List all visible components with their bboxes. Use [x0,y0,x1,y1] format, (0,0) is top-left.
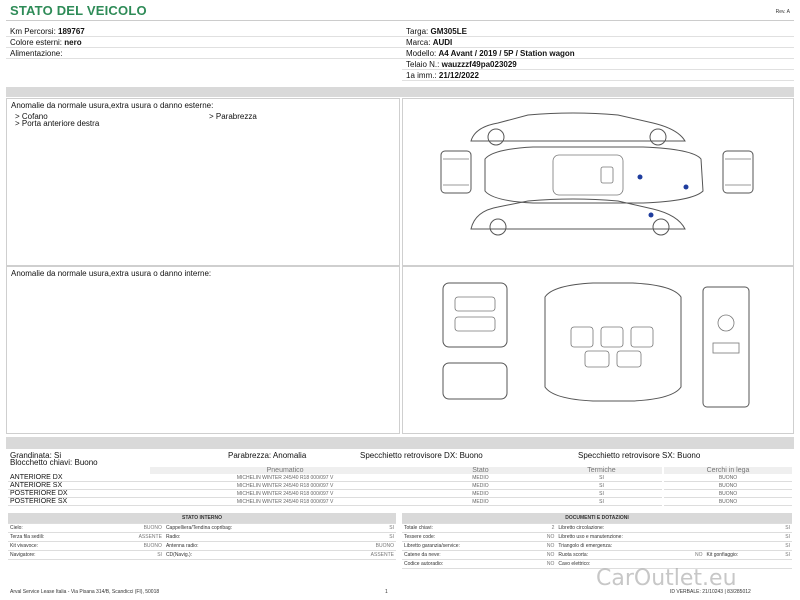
table-row: BUONO [664,482,792,490]
table-row: Catene da neve: NO Ruota scorta: NO Kit gonfiaggio: SI [404,552,790,558]
damage-marker [684,185,689,190]
documents-table [402,513,792,569]
chassis-value: wauzzzf49pa023029 [441,60,517,69]
internal-status-table [8,513,396,560]
table-row: Libretto garanzia/service: NO Triangolo di emergenza: SI [404,543,790,549]
dashboard-view [703,287,749,407]
seat-shape [585,351,609,367]
seat-shape [571,327,593,347]
table-row: Cielo: BUONO Cappelliera/Tendina copribag: SI [10,525,394,531]
car-side-top [471,113,685,141]
footer-address: Arval Service Lease Italia - Via Pisana 314/B, Scandicci (FI), 50018 [10,589,160,595]
mirror-sx-status: Specchietto retrovisore SX: Buono [578,451,701,460]
row-divider [402,69,794,70]
mirror-dx-status: Specchietto retrovisore DX: Buono [360,451,483,460]
wheel-shape [650,129,666,145]
tyres-table [8,467,662,506]
car-roof-shape [553,155,623,195]
car-front-view [441,151,471,193]
windshield-status: Parabrezza: Anomalia [228,451,307,460]
table-row: ANTERIORE DX MICHELIN WINTER 245/40 R18 000/097 V MEDIO SI [8,474,662,482]
documents-title: DOCUMENTI E DOTAZIONI [402,513,792,524]
car-exterior-diagram [403,99,793,265]
color-row: Colore esterni: nero [10,38,82,47]
exterior-car-diagram-panel [402,98,794,266]
color-value: nero [64,38,82,47]
interior-damage-title: Anomalie da normale usura,extra usura o danno interne: [11,269,212,278]
state-header: Stato [420,467,541,474]
km-row: Km Percorsi: 189767 [10,27,85,36]
brand-value: AUDI [432,38,453,47]
key-block-status: Blocchetto chiavi: Buono [10,458,98,467]
revision-label: Rev. A [775,9,790,15]
exterior-damage-title: Anomalie da normale usura,extra usura o danno esterne: [11,101,214,110]
seat-shape [455,317,495,331]
registration-value: 21/12/2022 [438,71,479,80]
summary-band [6,437,794,449]
interior-rear-view [443,363,507,399]
table-row: Codice autoradio: NO Cavo elettrico: [402,560,792,569]
steering-wheel-shape [718,315,734,331]
brand-row: Marca: AUDI [406,38,453,47]
console-shape [713,343,739,353]
car-interior-diagram [403,267,793,433]
table-row: Totale chiavi: 2 Libretto circolazione: SI [404,525,790,531]
seat-shape [631,327,653,347]
section-band [6,87,794,97]
header-divider [6,20,794,21]
interior-top-view [443,283,507,347]
row-divider [6,36,794,37]
row-divider [6,47,794,48]
damage-item: > Parabrezza [209,112,257,121]
table-row: BUONO [664,490,792,498]
km-value: 189767 [58,27,85,36]
plate-value: GM305LE [430,27,467,36]
rims-header: Cerchi in lega [664,467,792,474]
interior-car-diagram-panel [402,266,794,434]
chassis-row: Telaio N.: wauzzzf49pa023029 [406,60,517,69]
table-header-row [664,467,792,474]
damage-item: > Porta anteriore destra [15,119,100,128]
table-row: BUONO [664,498,792,506]
tyre-header: Pneumatico [150,467,420,474]
document-id: ID VERBALE: 21/10243 | 83/285012 [670,589,751,595]
table-row: Kit vivavoce: BUONO Antenna radio: BUONO [10,543,394,549]
wheel-shape [653,219,669,235]
page-number: 1 [385,589,388,595]
car-sunroof-shape [601,167,613,183]
internal-status-title: STATO INTERNO [8,513,396,524]
table-row: Tessere code: NO Libretto uso e manutenzione: SI [404,534,790,540]
table-row: POSTERIORE DX MICHELIN WINTER 245/40 R18 000/097 V MEDIO SI [8,490,662,498]
table-row: Terza fila sedili: ASSENTE Radio: SI [10,534,394,540]
damage-item: > Cofano [15,112,48,121]
exterior-damage-panel [6,98,400,266]
registration-row: 1a imm.: 21/12/2022 [406,71,479,80]
page-title: STATO DEL VEICOLO [10,3,147,18]
wheel-shape [490,219,506,235]
car-rear-view [723,151,753,193]
table-row: POSTERIORE SX MICHELIN WINTER 245/40 R18 000/097 V MEDIO SI [8,498,662,506]
table-header-row [8,467,662,474]
table-row: Navigatore: SI CD(Navig.): ASSENTE [10,552,394,558]
hail-status: Grandinata: Si [10,451,62,460]
wheel-shape [488,129,504,145]
seat-shape [617,351,641,367]
table-row: BUONO [664,474,792,482]
seat-shape [455,297,495,311]
seat-shape [601,327,623,347]
model-row: Modello: A4 Avant / 2019 / 5P / Station wagon [406,49,575,58]
caroutlet-logo: CarOutlet.eu [596,566,737,591]
empty-header [8,467,150,474]
rims-table [664,467,792,506]
row-divider [402,80,794,81]
fuel-row: Alimentazione: [10,49,63,58]
thermal-header: Termiche [541,467,662,474]
table-row: ANTERIORE SX MICHELIN WINTER 245/40 R18 000/097 V MEDIO SI [8,482,662,490]
model-value: A4 Avant / 2019 / 5P / Station wagon [438,49,575,58]
row-divider [6,58,794,59]
plate-row: Targa: GM305LE [406,27,467,36]
interior-plan-view [545,283,681,401]
damage-marker [638,175,643,180]
interior-damage-panel [6,266,400,434]
damage-marker [649,213,654,218]
